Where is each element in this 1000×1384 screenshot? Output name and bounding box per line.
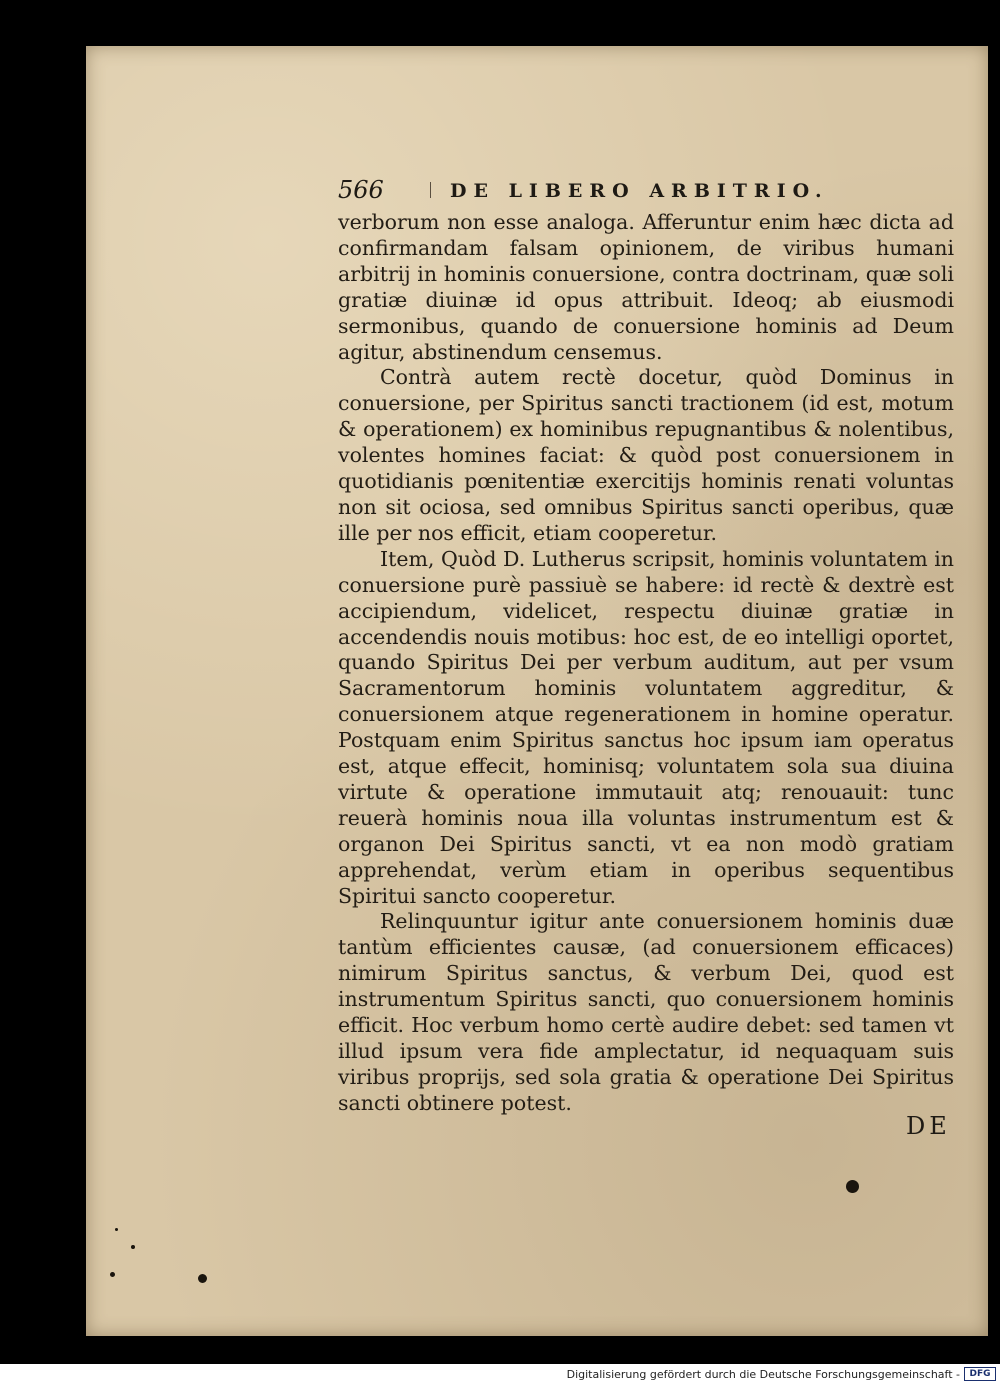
paragraph-4: Relinquuntur igitur ante conuersionem hominis duæ tantùm efficientes causæ, (ad conuersionem efficaces) nimirum Spiritus sanctus, & verbum Dei, quod est instrumentum Spiritus sancti, quo conuersionem hominis efficit. Hoc verbum homo certè audire debet: sed tamen vt illud ipsum vera fide amplectatur, id nequaquam suis viribus proprijs, sed sola gratia & operatione Dei Spiritus sancti obtinere potest. (338, 909, 954, 1115)
catchword: DE (906, 1112, 951, 1140)
ink-spot (198, 1274, 207, 1283)
ink-spot (131, 1245, 135, 1249)
dfg-logo: DFG (964, 1367, 996, 1381)
header-divider (430, 182, 431, 198)
body-text (338, 210, 954, 1117)
running-title: DE LIBERO ARBITRIO. (450, 180, 829, 202)
ink-spot (846, 1180, 859, 1193)
footer-bar (0, 1364, 1000, 1384)
funding-credit: Digitalisierung gefördert durch die Deutsche Forschungsgemeinschaft - (566, 1368, 960, 1381)
page-number: 566 (338, 176, 384, 204)
paragraph-1: verborum non esse analoga. Afferuntur enim hæc dicta ad confirmandam falsam opinionem, de viribus humani arbitrij in hominis conuersione, contra doctrinam, quæ soli gratiæ diuinæ id opus attribuit. Ideoq; ab eiusmodi sermonibus, quando de conuersione hominis ad Deum agitur, abstinendum censemus. (338, 210, 954, 364)
paragraph-2: Contrà autem rectè docetur, quòd Dominus in conuersione, per Spiritus sancti tractionem (id est, motum & operationem) ex hominibus repugnantibus & nolentibus, volentes homines faciat: & quòd post conuersionem in quotidianis pœnitentiæ exercitijs hominis renati voluntas non sit ociosa, sed omnibus Spiritus sancti operibus, quæ ille per nos efficit, etiam cooperetur. (338, 365, 954, 545)
page-header (332, 176, 956, 210)
ink-spot (115, 1228, 118, 1231)
ink-spot (110, 1272, 115, 1277)
paragraph-3: Item, Quòd D. Lutherus scripsit, hominis voluntatem in conuersione purè passiuè se habere: id rectè & dextrè est accipiendum, videlicet, respectu diuinæ gratiæ in accendendis nouis motibus: hoc est, de eo intelligi oportet, quando Spiritus Dei per verbum auditum, aut per vsum Sacramentorum hominis voluntatem aggreditur, & conuersionem atque regenerationem in homine operatur. Postquam enim Spiritus sanctus hoc ipsum iam operatus est, atque effecit, hominisq; voluntatem sola sua diuina virtute & operatione immutauit atq; renouauit: tunc reuerà hominis noua illa voluntas instrumentum est & organon Dei Spiritus sancti, vt ea non modò gratiam apprehendat, verùm etiam in operibus sequentibus Spiritui sancto cooperetur. (338, 546, 954, 908)
